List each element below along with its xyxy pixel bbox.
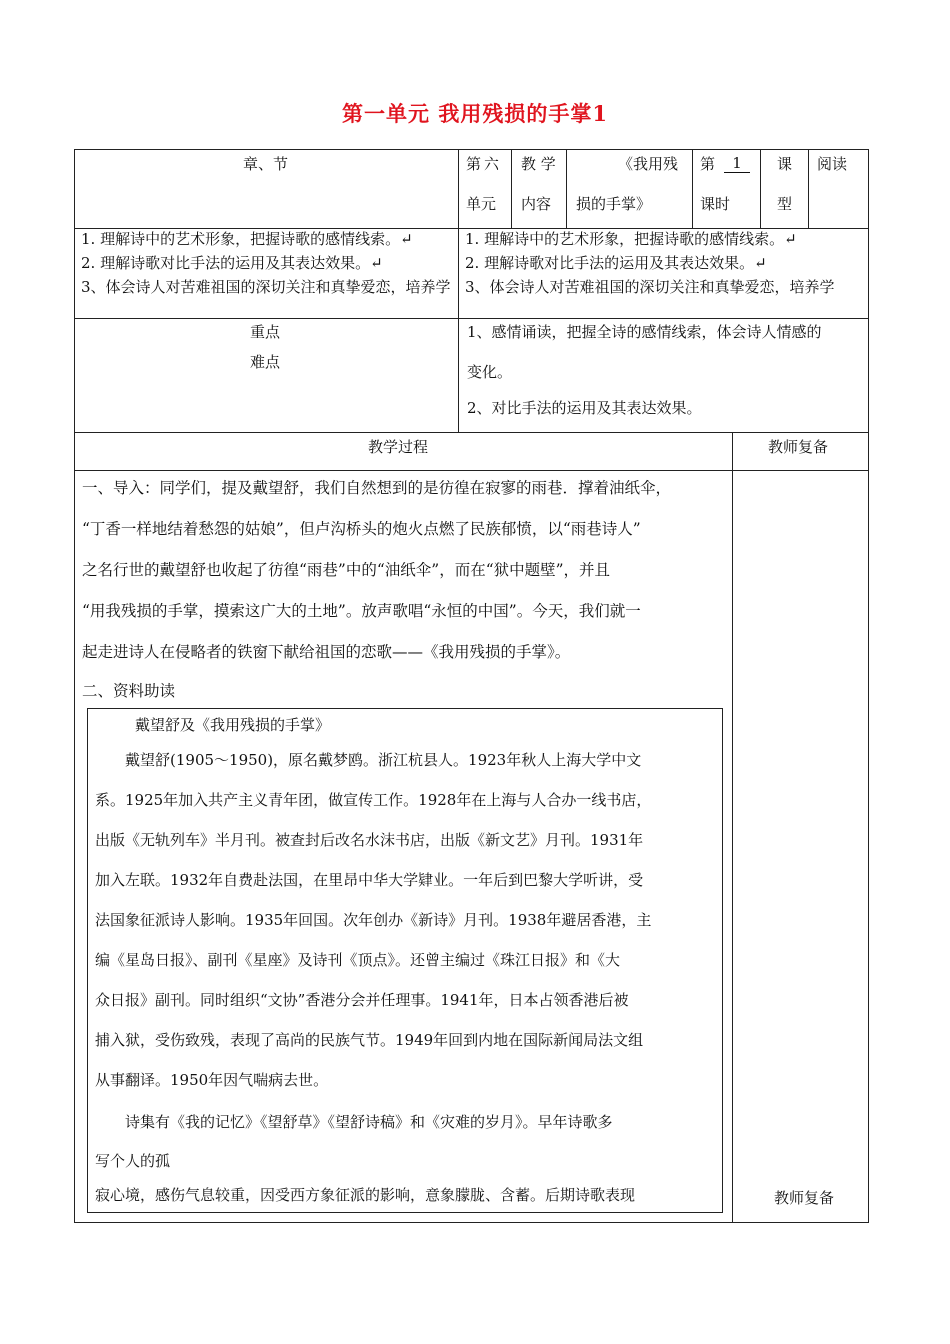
objectives-right bbox=[463, 229, 868, 301]
keypoint-line: 变化。 bbox=[467, 363, 513, 381]
reference-line: 戴望舒(1905～1950)，原名戴梦鸥。浙江杭县人。1923年秋人上海大学中文 bbox=[125, 751, 642, 769]
reference-line: 诗集有《我的记忆》《望舒草》《望舒诗稿》和《灾难的岁月》。早年诗歌多 bbox=[125, 1113, 613, 1131]
divider bbox=[74, 470, 869, 471]
reference-line: 众日报》副刊。同时组织“文协”香港分会并任理事。1941年，日本占领香港后被 bbox=[95, 991, 629, 1009]
objective-item: 1. 理解诗中的艺术形象，把握诗歌的感情线索。↵ bbox=[465, 230, 797, 248]
type-label-2: 型 bbox=[777, 195, 793, 213]
objective-item: 2. 理解诗歌对比手法的运用及其表达效果。↵ bbox=[81, 254, 383, 272]
divider bbox=[511, 149, 512, 228]
divider bbox=[458, 149, 459, 228]
lesson-number: 1 bbox=[724, 154, 750, 173]
chapter-label: 章、节 bbox=[243, 155, 289, 173]
intro-line: 之名行世的戴望舒也收起了彷徨“雨巷”中的“油纸伞”，而在“狱中题壁”，并且 bbox=[82, 561, 611, 579]
lesson-suffix: 课时 bbox=[700, 195, 731, 213]
reference-line: 捕入狱，受伤致残，表现了高尚的民族气节。1949年回到内地在国际新闻局法文组 bbox=[95, 1031, 644, 1049]
divider bbox=[808, 149, 809, 228]
lesson-prefix: 第 bbox=[700, 155, 716, 173]
divider bbox=[566, 149, 567, 228]
reference-line: 出版《无轨列车》半月刊。被查封后改名水沫书店，出版《新文艺》月刊。1931年 bbox=[95, 831, 644, 849]
intro-line: 起走进诗人在侵略者的铁窗下献给祖国的恋歌——《我用残损的手掌》。 bbox=[82, 643, 571, 661]
type-label-1: 课 bbox=[777, 155, 793, 173]
intro-line: 一、导入：同学们，提及戴望舒，我们自然想到的是彷徨在寂寥的雨巷．撑着油纸伞， bbox=[82, 479, 672, 497]
reference-line: 写个人的孤 bbox=[95, 1152, 171, 1170]
page-title: 第一单元 我用残损的手掌1 bbox=[342, 101, 608, 126]
divider bbox=[760, 149, 761, 228]
keypoint-line: 2、对比手法的运用及其表达效果。 bbox=[467, 399, 702, 417]
reference-title: 戴望舒及《我用残损的手掌》 bbox=[135, 716, 331, 734]
divider bbox=[74, 318, 869, 319]
keypoint-line: 1、感情诵读，把握全诗的感情线索，体会诗人情感的 bbox=[467, 323, 822, 341]
objective-item: 2. 理解诗歌对比手法的运用及其表达效果。↵ bbox=[465, 254, 767, 272]
section-heading: 二、资料助读 bbox=[82, 682, 176, 700]
objective-item: 3、体会诗人对苦难祖国的深切关注和真挚爱恋，培养学 bbox=[465, 278, 835, 296]
unit-line-1: 第六 bbox=[466, 155, 503, 173]
teacher-review-footer: 教师复备 bbox=[774, 1189, 835, 1207]
process-header: 教学过程 bbox=[368, 438, 429, 456]
reference-line: 寂心境，感伤气息较重，因受西方象征派的影响，意象朦胧、含蓄。后期诗歌表现 bbox=[95, 1186, 636, 1204]
divider bbox=[458, 228, 459, 318]
objectives-left bbox=[79, 229, 457, 301]
divider bbox=[458, 318, 459, 432]
divider bbox=[692, 149, 693, 228]
content-label-1: 教 学 bbox=[521, 155, 556, 173]
intro-line: “用我残损的手掌，摸索这广大的土地”。放声歌唱“永恒的中国”。今天，我们就一 bbox=[82, 602, 641, 620]
teacher-review-header: 教师复备 bbox=[768, 438, 829, 456]
intro-line: “丁香一样地结着愁怨的姑娘”，但卢沟桥头的炮火点燃了民族郁愤，以“雨巷诗人” bbox=[82, 520, 641, 538]
content-value-2: 损的手掌》 bbox=[576, 195, 652, 213]
divider bbox=[732, 432, 733, 1223]
reference-line: 编《星岛日报》、副刊《星座》及诗刊《顶点》。还曾主编过《珠江日报》和《大 bbox=[95, 951, 621, 969]
reference-line: 从事翻译。1950年因气喘病去世。 bbox=[95, 1071, 329, 1089]
difficulty-label: 难点 bbox=[250, 353, 281, 371]
content-label-2: 内容 bbox=[521, 195, 552, 213]
reference-line: 系。1925年加入共产主义青年团，做宣传工作。1928年在上海与人合办一线书店， bbox=[95, 791, 652, 809]
objective-item: 1. 理解诗中的艺术形象，把握诗歌的感情线索。↵ bbox=[81, 230, 413, 248]
divider bbox=[74, 432, 869, 433]
keypoint-label: 重点 bbox=[250, 323, 281, 341]
type-value: 阅读 bbox=[817, 155, 848, 173]
unit-line-2: 单元 bbox=[466, 195, 497, 213]
reference-line: 法国象征派诗人影响。1935年回国。次年创办《新诗》月刊。1938年避居香港，主 bbox=[95, 911, 652, 929]
objective-item: 3、体会诗人对苦难祖国的深切关注和真挚爱恋，培养学 bbox=[81, 278, 451, 296]
reference-line: 加入左联。1932年自费赴法国，在里昂中华大学肄业。一年后到巴黎大学听讲，受 bbox=[95, 871, 644, 889]
content-value-1: 《我用残 bbox=[618, 155, 679, 173]
